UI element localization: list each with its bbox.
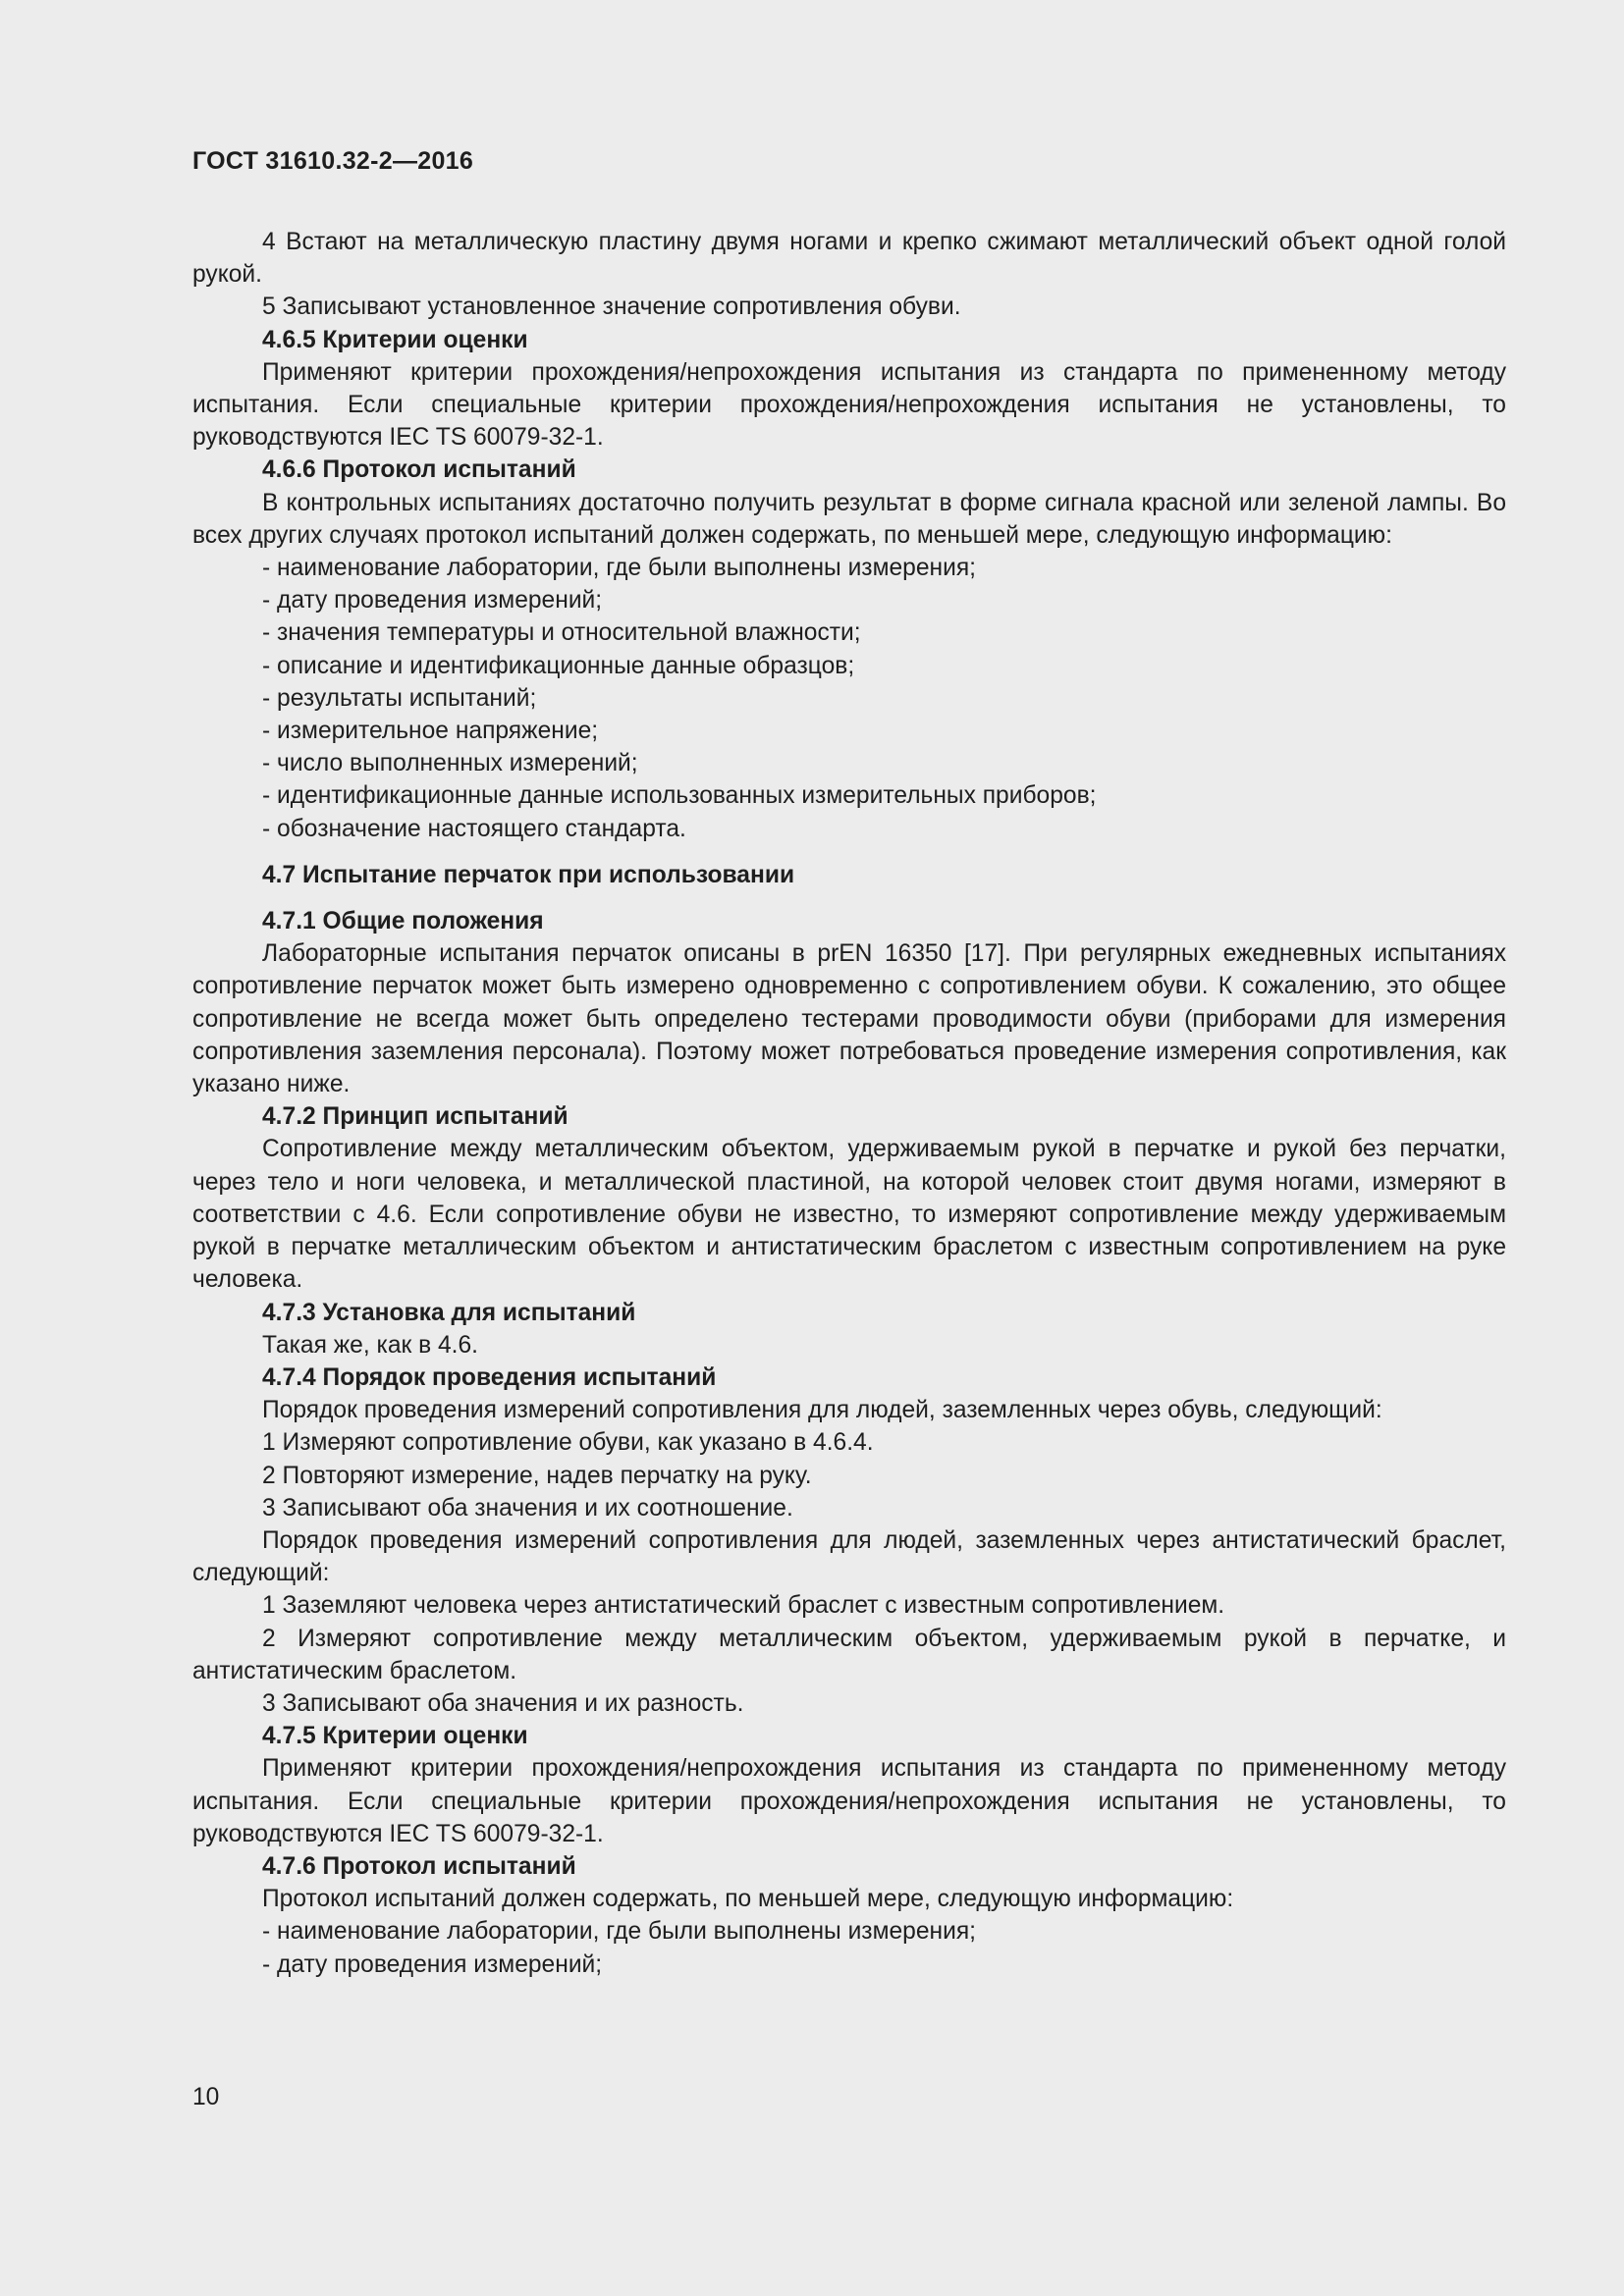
document-body <box>192 226 1506 1981</box>
subsection-heading: 4.7.5 Критерии оценки <box>262 1723 528 1750</box>
paragraph: 2 Измеряют сопротивление между металлическим объектом, удерживаемым рукой в перчатке, и антистатическим браслетом. <box>192 1625 1506 1684</box>
protocol-list <box>192 1915 1506 1980</box>
protocol-list <box>192 552 1506 845</box>
paragraph: 4 Встают на металлическую пластину двумя ногами и крепко сжимают металлический объект одной голой рукой. <box>192 229 1506 289</box>
paragraph: Протокол испытаний должен содержать, по меньшей мере, следующую информацию: <box>262 1886 1234 1913</box>
list-item: - дату проведения измерений; <box>262 587 603 614</box>
paragraph: 3 Записывают оба значения и их разность. <box>262 1689 744 1717</box>
page-number: 10 <box>192 2084 220 2110</box>
list-item: - измерительное напряжение; <box>262 718 599 745</box>
paragraph: 1 Заземляют человека через антистатический браслет с известным сопротивлением. <box>262 1592 1225 1620</box>
subsection-heading: 4.6.6 Протокол испытаний <box>262 456 576 484</box>
document-header: ГОСТ 31610.32-2—2016 <box>192 147 474 175</box>
paragraph: Применяют критерии прохождения/непрохождения испытания из стандарта по примененному методу испытания. Если специальные критерии прохождения/непрохождения испытания не установлены, то руководствуются IEC TS 60079-32-1. <box>192 358 1506 452</box>
list-item: - наименование лаборатории, где были выполнены измерения; <box>262 1918 976 1946</box>
subsection-heading: 4.6.5 Критерии оценки <box>262 326 528 353</box>
list-item: - описание и идентификационные данные образцов; <box>262 652 855 679</box>
paragraph: Порядок проведения измерений сопротивления для людей, заземленных через обувь, следующий: <box>262 1397 1382 1424</box>
list-item: - идентификационные данные использованных измерительных приборов; <box>262 782 1097 810</box>
paragraph: Сопротивление между металлическим объектом, удерживаемым рукой в перчатке и рукой без перчатки, через тело и ноги человека, и металлической пластиной, на которой человек стоит двумя ногами, измеряют в соответствии с 4.6. Если сопротивление обуви не известно, то измеряют сопротивление между удерживаемым рукой в перчатке металлическим объектом и антистатическим браслетом с известным сопротивлением на руке человека. <box>192 1136 1506 1294</box>
list-item: - обозначение настоящего стандарта. <box>262 815 686 842</box>
list-item: - результаты испытаний; <box>262 684 537 712</box>
paragraph: 5 Записывают установленное значение сопротивления обуви. <box>262 294 961 321</box>
list-item: - значения температуры и относительной влажности; <box>262 619 861 647</box>
paragraph: 2 Повторяют измерение, надев перчатку на руку. <box>262 1462 812 1489</box>
section-heading: 4.7 Испытание перчаток при использовании <box>262 861 795 888</box>
paragraph: В контрольных испытаниях достаточно получить результат в форме сигнала красной или зеленой лампы. Во всех других случаях протокол испытаний должен содержать, по меньшей мере, следующую информацию: <box>192 489 1506 549</box>
subsection-heading: 4.7.6 Протокол испытаний <box>262 1852 576 1880</box>
subsection-heading: 4.7.2 Принцип испытаний <box>262 1103 568 1131</box>
list-item: - наименование лаборатории, где были выполнены измерения; <box>262 555 976 582</box>
list-item: - число выполненных измерений; <box>262 750 638 777</box>
paragraph: Порядок проведения измерений сопротивления для людей, заземленных через антистатический браслет, следующий: <box>192 1526 1506 1587</box>
list-item: - дату проведения измерений; <box>262 1950 603 1978</box>
subsection-heading: 4.7.4 Порядок проведения испытаний <box>262 1363 717 1391</box>
subsection-heading: 4.7.3 Установка для испытаний <box>262 1299 636 1326</box>
paragraph: 1 Измеряют сопротивление обуви, как указано в 4.6.4. <box>262 1429 874 1457</box>
subsection-heading: 4.7.1 Общие положения <box>262 908 544 935</box>
paragraph: 3 Записывают оба значения и их соотношение. <box>262 1494 793 1522</box>
paragraph: Такая же, как в 4.6. <box>262 1331 479 1359</box>
paragraph: Применяют критерии прохождения/непрохождения испытания из стандарта по примененному методу испытания. Если специальные критерии прохождения/непрохождения испытания не установлены, то руководствуются IEC TS 60079-32-1. <box>192 1755 1506 1847</box>
paragraph: Лабораторные испытания перчаток описаны в prEN 16350 [17]. При регулярных ежедневных испытаниях сопротивление перчаток может быть измерено одновременно с сопротивлением обуви. К сожалению, это общее сопротивление не всегда может быть определено тестерами проводимости обуви (приборами для измерения сопротивления заземления персонала). Поэтому может потребоваться проведение измерения сопротивления, как указано ниже. <box>192 940 1506 1098</box>
